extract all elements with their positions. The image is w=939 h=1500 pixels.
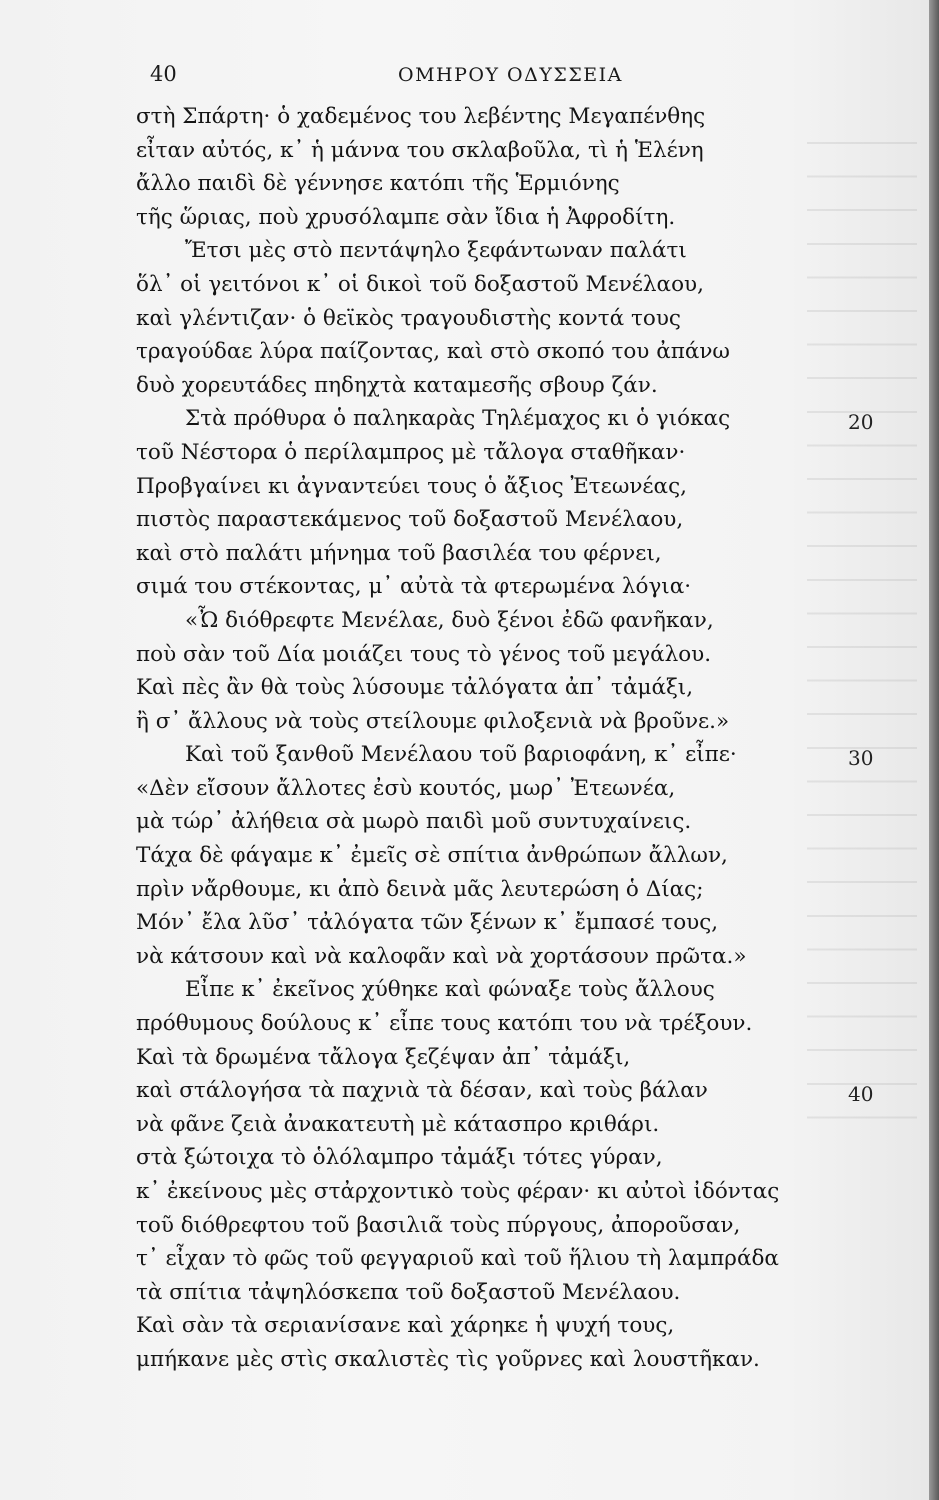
verse-line: [0, 805, 929, 839]
verse-text: ποὺ σὰν τοῦ Δία μοιάζει τους τὸ γένος τοῦ μεγάλου.: [136, 641, 712, 667]
verse-line: [0, 671, 929, 705]
verse-text: δυὸ χορευτάδες πηδηχτὰ καταμεσῆς σβουρ ζάν.: [136, 372, 658, 398]
verse-text: πιστὸς παραστεκάμενος τοῦ δοξαστοῦ Μενέλαου,: [136, 507, 684, 533]
verse-text: Καὶ τὰ δρωμένα τἄλογα ξεζέψαν ἀπ᾽ τἀμάξι,: [136, 1044, 631, 1070]
verse-text: εἶταν αὐτός, κ᾽ ἡ μάννα του σκλαβοῦλα, τὶ ἡ Ἑλένη: [136, 137, 704, 163]
verse-text: καὶ στὸ παλάτι μήνημα τοῦ βασιλέα του φέρνει,: [136, 540, 662, 566]
verse-line: [0, 1108, 929, 1142]
verse-line: [0, 1242, 929, 1276]
verse-line: [0, 940, 929, 974]
verse-text: τὰ σπίτια τἀψηλόσκεπα τοῦ δοξαστοῦ Μενέλαου.: [136, 1279, 681, 1305]
verse-line: [0, 100, 929, 134]
verse-line: [0, 369, 929, 403]
verse-text: τοῦ διόθρεφτου τοῦ βασιλιᾶ τοὺς πύργους, ἀποροῦσαν,: [136, 1212, 741, 1238]
verse-text: μπήκανε μὲς στὶς σκαλιστὲς τὶς γοῦρνες καὶ λουστῆκαν.: [136, 1346, 760, 1372]
verse-text: Μόν᾽ ἔλα λῦσ᾽ τἀλόγατα τῶν ξένων κ᾽ ἔμπασέ τους,: [136, 910, 719, 936]
verse-text: καὶ στάλογήσα τὰ παχνιὰ τὰ δέσαν, καὶ τοὺς βάλαν: [136, 1078, 708, 1104]
verse-line: [0, 1074, 929, 1108]
verse-line: [0, 873, 929, 907]
verse-text: «Δὲν εἴσουν ἄλλοτες ἐσὺ κουτός, μωρ᾽ Ἐτεωνέα,: [136, 775, 676, 801]
verse-line: [0, 570, 929, 604]
running-title: ΟΜΗΡΟΥ ΟΔΥΣΣΕΙΑ: [398, 64, 623, 86]
verse-line: [0, 234, 929, 268]
page-header: [0, 62, 929, 92]
verse-text: Στὰ πρόθυρα ὁ παληκαρὰς Τηλέμαχος κι ὁ γιόκας: [185, 406, 731, 432]
verse-line: [0, 1309, 929, 1343]
verse-text: μὰ τώρ᾽ ἀλήθεια σὰ μωρὸ παιδὶ μοῦ συντυχαίνεις.: [136, 809, 692, 835]
verse-text: «Ὦ διόθρεφτε Μενέλαε, δυὸ ξένοι ἐδῶ φανῆκαν,: [185, 607, 714, 633]
verse-line: [0, 973, 929, 1007]
verse-line: [0, 470, 929, 504]
verse-line: [0, 1209, 929, 1243]
verse-line: [0, 167, 929, 201]
verse-text: πρὶν νἄρθουμε, κι ἀπὸ δεινὰ μᾶς λευτερώση ὁ Δίας;: [136, 876, 704, 902]
verse-text: Καὶ σὰν τὰ σεριανίσανε καὶ χάρηκε ἡ ψυχή τους,: [136, 1313, 675, 1339]
verse-text: Τάχα δὲ φάγαμε κ᾽ ἐμεῖς σὲ σπίτια ἀνθρώπων ἄλλων,: [136, 843, 728, 869]
page-edge: [929, 0, 939, 1500]
verse-text: τραγούδαε λύρα παίζοντας, καὶ στὸ σκοπό του ἀπάνω: [136, 339, 730, 365]
verse-text: ἄλλο παιδὶ δὲ γέννησε κατόπι τῆς Ἑρμιόνης: [136, 171, 620, 197]
verse-line: [0, 738, 929, 772]
verse-text: ἢ σ᾽ ἄλλους νὰ τοὺς στείλουμε φιλοξενιὰ νὰ βροῦνε.»: [136, 708, 730, 734]
verse-text: Ἔτσι μὲς στὸ πεντάψηλο ξεφάντωναν παλάτι: [185, 238, 687, 264]
poem-text-block: [0, 100, 929, 1377]
verse-line: [0, 268, 929, 302]
verse-line: [0, 604, 929, 638]
verse-text: πρόθυμους δούλους κ᾽ εἶπε τους κατόπι του νὰ τρέξουν.: [136, 1011, 753, 1037]
verse-line: [0, 503, 929, 537]
line-number: 40: [848, 1082, 874, 1107]
verse-text: τῆς ὥριας, ποὺ χρυσόλαμπε σὰν ἴδια ἡ Ἀφροδίτη.: [136, 204, 676, 230]
verse-line: [0, 1041, 929, 1075]
verse-line: [0, 772, 929, 806]
verse-text: τοῦ Νέστορα ὁ περίλαμπρος μὲ τἄλογα σταθῆκαν·: [136, 439, 686, 465]
verse-line: [0, 1276, 929, 1310]
verse-line: [0, 1007, 929, 1041]
verse-text: νὰ φᾶνε ζειὰ ἀνακατευτὴ μὲ κάτασπρο κριθάρι.: [136, 1111, 660, 1137]
verse-text: Καὶ τοῦ ξανθοῦ Μενέλαου τοῦ βαριοφάνη, κ᾽ εἶπε·: [185, 742, 737, 768]
verse-text: τ᾽ εἶχαν τὸ φῶς τοῦ φεγγαριοῦ καὶ τοῦ ἥλιου τὴ λαμπράδα: [136, 1246, 779, 1272]
verse-line: [0, 638, 929, 672]
verse-line: [0, 1175, 929, 1209]
verse-text: καὶ γλέντιζαν· ὁ θεϊκὸς τραγουδιστὴς κοντά τους: [136, 305, 681, 331]
verse-line: [0, 134, 929, 168]
verse-text: νὰ κάτσουν καὶ νὰ καλοφᾶν καὶ νὰ χορτάσουν πρῶτα.»: [136, 943, 747, 969]
verse-line: [0, 537, 929, 571]
verse-text: Εἶπε κ᾽ ἐκεῖνος χύθηκε καὶ φώναξε τοὺς ἄλλους: [185, 977, 715, 1003]
verse-text: στὰ ξώτοιχα τὸ ὁλόλαμπρο τἀμάξι τότες γύραν,: [136, 1145, 663, 1171]
verse-line: [0, 1141, 929, 1175]
verse-text: κ᾽ ἐκείνους μὲς στἀρχοντικὸ τοὺς φέραν· κι αὐτοὶ ἰδόντας: [136, 1179, 780, 1204]
verse-text: στὴ Σπάρτη· ὁ χαδεμένος του λεβέντης Μεγαπένθης: [136, 104, 706, 129]
verse-text: ὅλ᾽ οἱ γειτόνοι κ᾽ οἱ δικοὶ τοῦ δοξαστοῦ Μενέλαου,: [136, 271, 704, 297]
line-number: 20: [848, 410, 874, 435]
verse-text: σιμά του στέκοντας, μ᾽ αὐτὰ τὰ φτερωμένα λόγια·: [136, 574, 692, 600]
verse-line: [0, 436, 929, 470]
verse-text: Προβγαίνει κι ἀγναντεύει τους ὁ ἄξιος Ἐτεωνέας,: [136, 473, 687, 499]
verse-line: [0, 906, 929, 940]
verse-line: [0, 201, 929, 235]
verse-text: Καὶ πὲς ἂν θὰ τοὺς λύσουμε τἀλόγατα ἀπ᾽ τἀμάξι,: [136, 675, 694, 701]
page-number: 40: [150, 62, 177, 86]
verse-line: [0, 1343, 929, 1377]
line-number: 30: [848, 746, 874, 771]
verse-line: [0, 335, 929, 369]
verse-line: [0, 839, 929, 873]
verse-line: [0, 302, 929, 336]
verse-line: [0, 402, 929, 436]
verse-line: [0, 705, 929, 739]
